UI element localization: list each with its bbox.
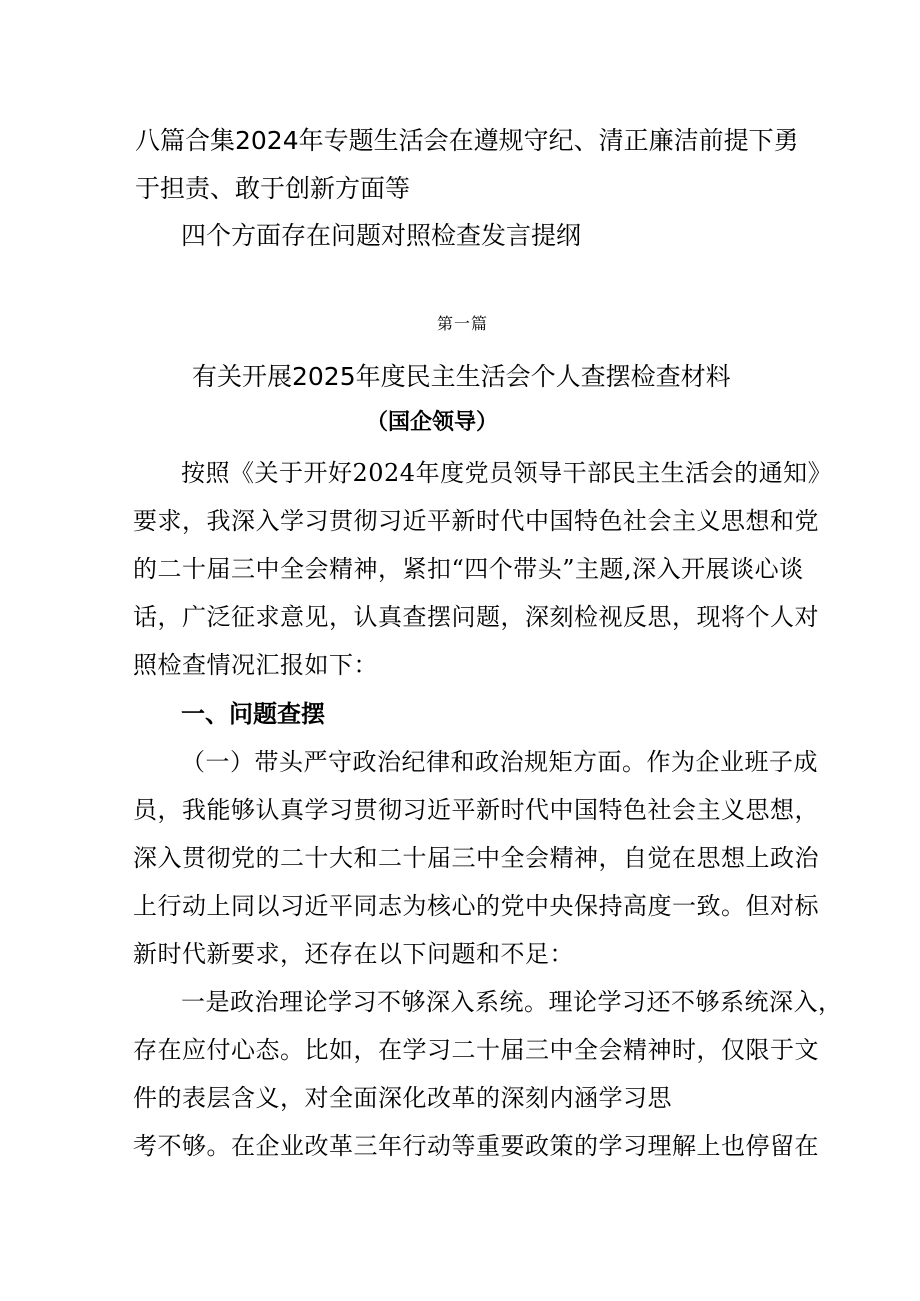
point-1-line-1: 一是政治理论学习不够深入系统。理论学习还不够系统深入， xyxy=(181,988,843,1016)
point-1-line-2: 存在应付心态。比如，在学习二十届三中全会精神时，仅限于文 xyxy=(133,1036,819,1064)
intro-line-5: 照检查情况汇报如下： xyxy=(133,651,378,679)
article-subtitle: （国企领导） xyxy=(366,410,499,435)
section-1-line-2: 员，我能够认真学习贯彻习近平新时代中国特色社会主义思想， xyxy=(133,796,819,824)
section-1-line-5: 新时代新要求，还存在以下问题和不足： xyxy=(133,940,574,968)
intro-line-1: 按照《关于开好2024年度党员领导干部民主生活会的通知》 xyxy=(181,459,833,487)
document-title-line-1: 八篇合集2024年专题生活会在遵规守纪、清正廉洁前提下勇 xyxy=(135,126,799,155)
point-1-line-3: 件的表层含义，对全面深化改革的深刻内涵学习思 xyxy=(133,1084,672,1112)
section-1-line-4: 上行动上同以习近平同志为核心的党中央保持高度一致。但对标 xyxy=(133,892,819,920)
section-heading-1: 一、问题查摆 xyxy=(181,700,325,728)
section-1-line-1: （一）带头严守政治纪律和政治规矩方面。作为企业班子成 xyxy=(181,748,818,776)
section-label: 第一篇 xyxy=(437,314,489,333)
document-title-line-3: 四个方面存在问题对照检查发言提纲 xyxy=(181,221,582,250)
article-title: 有关开展2025年度民主生活会个人查摆检查材料 xyxy=(192,362,731,391)
document-title-line-2: 于担责、敢于创新方面等 xyxy=(135,174,411,203)
intro-line-2: 要求，我深入学习贯彻习近平新时代中国特色社会主义思想和党 xyxy=(133,507,819,535)
intro-line-3: 的二十届三中全会精神，紧扣“四个带头”主题,深入开展谈心谈 xyxy=(133,555,804,583)
intro-line-4: 话，广泛征求意见，认真查摆问题，深刻检视反思，现将个人对 xyxy=(133,603,819,631)
section-1-line-3: 深入贯彻党的二十大和二十届三中全会精神，自觉在思想上政治 xyxy=(133,844,819,872)
point-1-line-4: 考不够。在企业改革三年行动等重要政策的学习理解上也停留在 xyxy=(133,1132,819,1160)
